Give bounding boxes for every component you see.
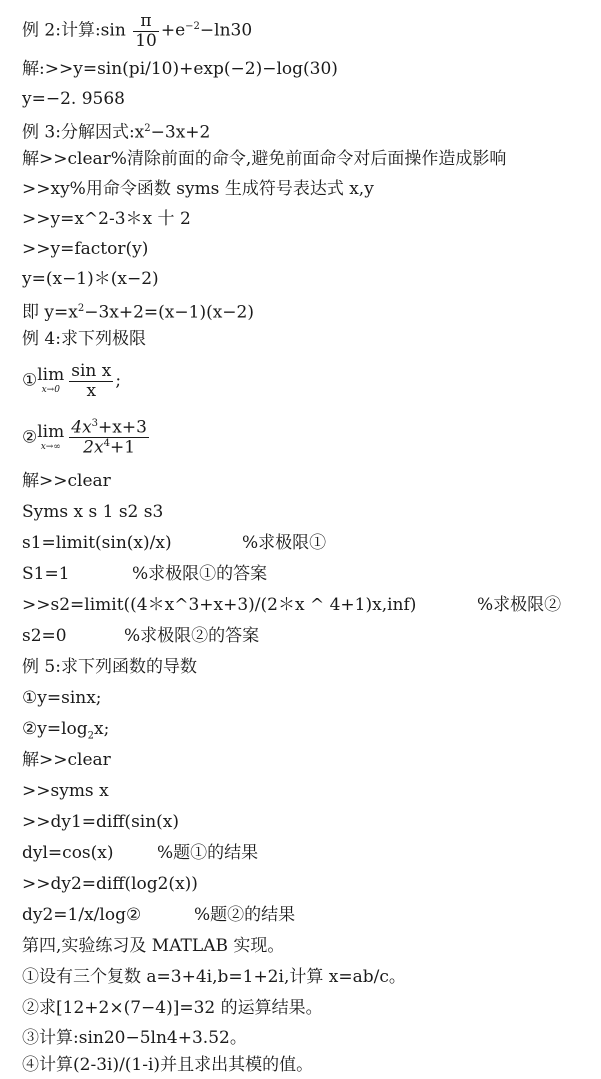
- example-3-factor-result: y=(x−1)＊(x−2): [22, 269, 159, 289]
- section-four-heading: 第四,实验练习及 MATLAB 实现。: [22, 936, 285, 956]
- derivative-1: ①y=sinx;: [22, 688, 102, 708]
- exercise-2: ②求[12+2×(7−4)]=32 的运算结果。: [22, 998, 323, 1018]
- example-2-title: 例 2:计算:sin $\frac{\pi}{10}$ $+e^{-2}-\ln 30$: [22, 11, 253, 51]
- dy2-result-line: dy2=1/x/log② %题②的结果: [22, 905, 296, 925]
- limit-2-answer-line: s2=0 %求极限②的答案: [22, 626, 260, 646]
- example-5-title: 例 5:求下列函数的导数: [22, 657, 197, 677]
- dy1-result-line: dyl=cos(x) %题①的结果: [22, 843, 259, 863]
- example-3-conclusion: 即 $y=x^2-3x+2=(x-1)(x-2)$: [22, 302, 254, 323]
- exercise-1: ①设有三个复数 a=3+4i,b=1+2i,计算 x=ab/c。: [22, 967, 406, 987]
- example-4-syms-line: Syms x s 1 s2 s3: [22, 502, 164, 522]
- example-3-define-y: >>y=x^2-3＊x 十 2: [22, 209, 191, 229]
- limit-2-answer-comment: %求极限②的答案: [124, 626, 260, 646]
- exercise-3: ③计算:sin20−5ln4+3.52。: [22, 1028, 247, 1048]
- example-2-solution: 解:>>y=sin(pi/10)+exp(−2)−log(30): [22, 59, 338, 79]
- limit-operator: lim x→0: [37, 365, 65, 396]
- limit-2-expression: ②lim x→∞ $\frac{4x^3+x+3}{2x^4+1}$: [22, 417, 147, 458]
- example-3-title: 例 3:分解因式$:x^2-3x+2$: [22, 122, 211, 143]
- limit-1-answer-comment: %求极限①的答案: [132, 564, 268, 584]
- limit-1-comment: %求极限①: [242, 533, 327, 553]
- limit-2-code-line: >>s2=limit((4＊x^3+x+3)/(2＊x ^ 4+1)x,inf) %求极限②: [22, 595, 562, 615]
- limit-1-fraction: $\frac{\text{sin x}}{x}$: [71, 361, 112, 401]
- example-4-title: 例 4:求下列极限: [22, 329, 146, 349]
- example-3-syms-line: >>xy%用命令函数 syms 生成符号表达式 x,y: [22, 179, 374, 199]
- example-4-clear-line: 解>>clear: [22, 471, 111, 491]
- dy1-comment: %题①的结果: [157, 843, 259, 863]
- pi-over-ten-fraction: $\frac{\pi}{10}$: [135, 11, 157, 51]
- limit-1-code-line: s1=limit(sin(x)/x) %求极限①: [22, 533, 327, 553]
- example-3-clear-line: 解>>clear%清除前面的命令,避免前面命令对后面操作造成影响: [22, 149, 507, 169]
- dy1-code-line: >>dy1=diff(sin(x): [22, 812, 180, 832]
- example-5-syms-line: >>syms x: [22, 781, 109, 801]
- example-2-result: y=−2. 9568: [22, 89, 125, 109]
- limit-2-comment: %求极限②: [477, 595, 562, 615]
- dy2-code-line: >>dy2=diff(log2(x)): [22, 874, 198, 894]
- dy2-comment: %题②的结果: [194, 905, 296, 925]
- limit-2-fraction: $\frac{4x^3+x+3}{2x^4+1}$: [71, 417, 147, 458]
- limit-operator: lim x→∞: [37, 421, 65, 452]
- example-5-clear-line: 解>>clear: [22, 750, 111, 770]
- example-3-factor-line: >>y=factor(y): [22, 239, 149, 259]
- exercise-4: ④计算(2-3i)/(1-i)并且求出其模的值。: [22, 1055, 314, 1075]
- limit-1-expression: ①lim x→0 $\frac{\text{sin x}}{x}$ ;: [22, 361, 122, 401]
- derivative-2: $②y=\log_2x$;: [22, 719, 110, 742]
- limit-1-answer-line: S1=1 %求极限①的答案: [22, 564, 268, 584]
